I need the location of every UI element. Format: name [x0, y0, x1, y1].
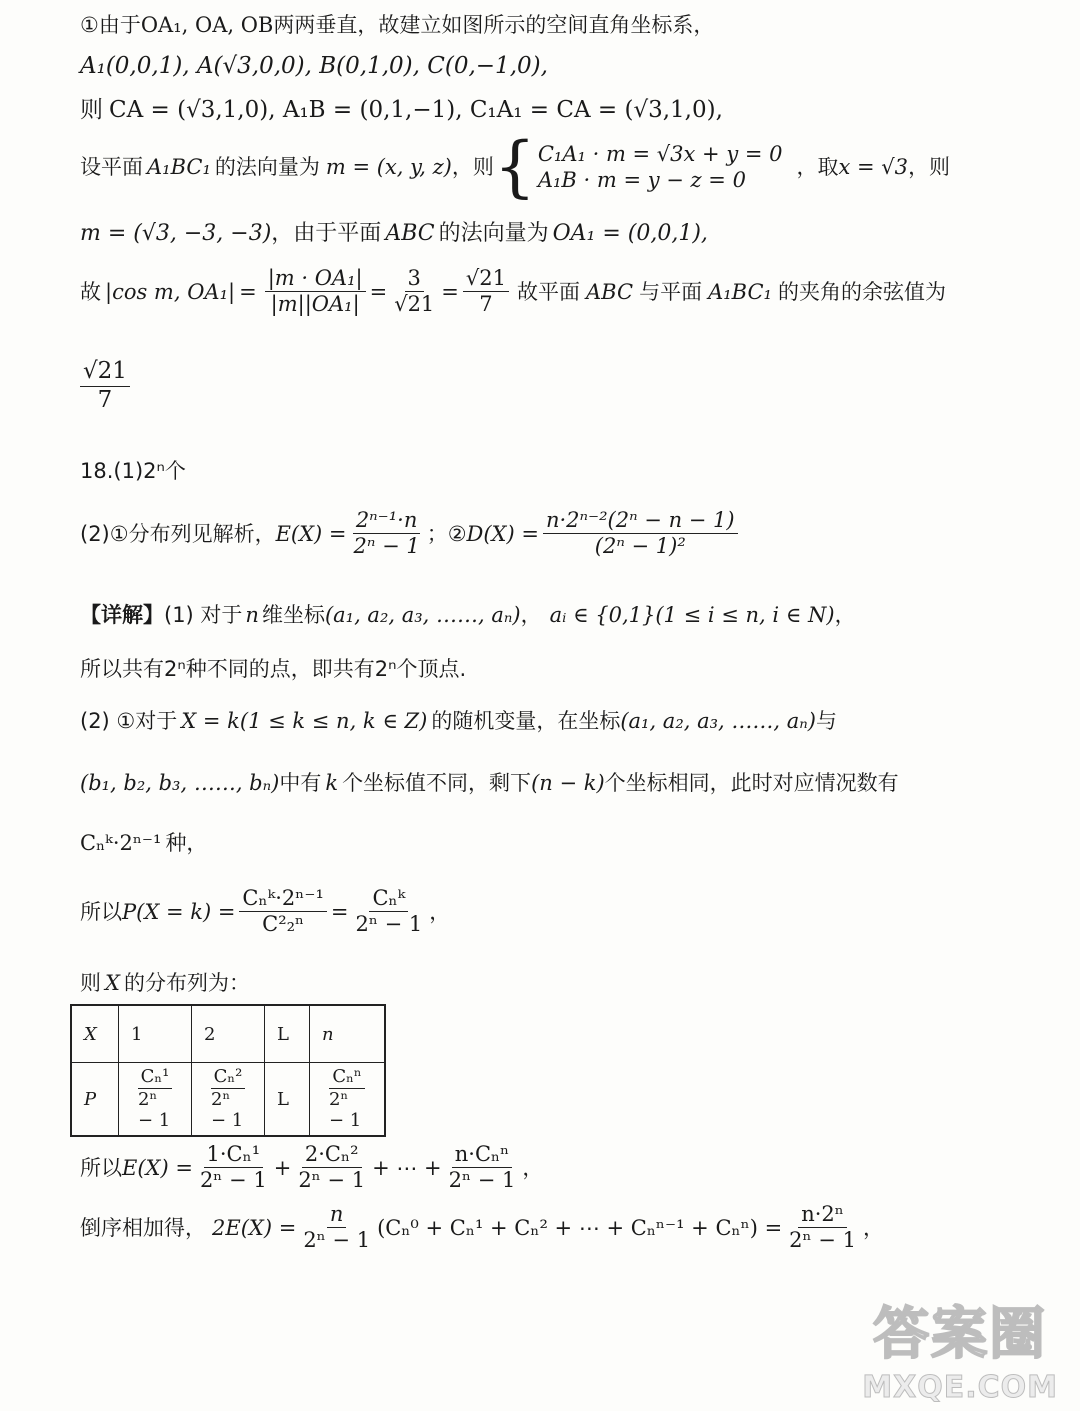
ex-sum-tail: ，: [522, 1155, 544, 1180]
detail-p3-c: 个坐标相同，此时对应情况数有: [604, 771, 899, 795]
table-cell: [310, 1005, 386, 1063]
normal-plane: A₁BC₁: [147, 154, 211, 179]
normal-take: ，取: [796, 154, 839, 179]
prob-f1-den: C²₂ⁿ: [262, 912, 305, 937]
detail-count: Cₙᵏ·2ⁿ⁻¹: [80, 831, 162, 855]
final-fraction-line: [80, 358, 130, 414]
q18-ex-fraction: [351, 508, 423, 559]
reverse-tail: ，: [862, 1215, 884, 1240]
m-result-plane: ABC: [385, 221, 435, 246]
dist-x: X: [105, 971, 120, 995]
ex-sum-t1-den: 2ⁿ − 1: [199, 1168, 267, 1193]
vectors-lead: 则: [80, 97, 103, 123]
prob-tail: ，: [429, 899, 451, 924]
detail-2-line: [80, 656, 466, 682]
equation-system: { C₁A₁ · m = √3x + y = 0 A₁B · m = y − z = 0: [493, 128, 783, 205]
q18-part1-line: [80, 458, 186, 484]
cell-x-label: X: [84, 1023, 97, 1045]
vectors-expr: CA = (√3,1,0), A₁B = (0,1,−1), C₁A₁ = CA = (√3,1,0),: [109, 97, 723, 123]
m-result-oa: OA₁ = (0,0,1),: [552, 221, 708, 246]
detail-3-line: [80, 708, 837, 734]
cell-p-2-den: 2ⁿ − 1: [211, 1088, 244, 1132]
prob-line: 所以 P(X = k) = $\frac{\text{Cₙᵏ·2ⁿ⁻¹}}{\text{C²₂ⁿ}}$ = $\frac{\text{Cₙᵏ}}{\text{2ⁿ − 1}}$ ，: [80, 886, 451, 937]
reverse-fraction-1: [300, 1202, 373, 1253]
cos-plane-1: ABC: [586, 279, 634, 304]
cos-fraction-1: [265, 266, 366, 317]
reverse-f-den: 2ⁿ − 1: [303, 1228, 371, 1253]
final-num: √21: [80, 358, 130, 387]
cell-p-1-num: Cₙ¹: [138, 1066, 173, 1089]
table-cell: [71, 1063, 119, 1137]
m-result-line: [80, 220, 708, 248]
detail-1-line: [80, 602, 856, 628]
m-result-expr: m = (√3, −3, −3): [80, 221, 272, 246]
intro-line: [80, 12, 714, 38]
m-result-text2: 的法向量为: [438, 221, 549, 246]
points-coordinates: A₁(0,0,1), A(√3,0,0), B(0,1,0), C(0,−1,0),: [80, 53, 548, 79]
prob-fraction-1: [239, 886, 326, 937]
detail-count-tail: 种，: [165, 831, 208, 855]
distribution-table: [70, 1004, 386, 1137]
cell-p-ellipsis: L: [277, 1088, 289, 1110]
q18-ex-lhs: E(X) =: [275, 521, 347, 546]
normal-lead: 设平面: [80, 154, 143, 179]
detail-tag: 【详解】: [80, 603, 164, 627]
equation-2: A₁B · m = y − z = 0: [537, 168, 746, 192]
normal-x-value: x = √3: [838, 154, 909, 179]
ex-sum-t1-num: 1·Cₙ¹: [204, 1142, 264, 1168]
ex-sum-term-1: [197, 1142, 270, 1193]
reverse-r-den: 2ⁿ − 1: [789, 1228, 856, 1253]
q18-dx-num: n·2ⁿ⁻²(2ⁿ − n − 1): [545, 508, 735, 532]
final-fraction: [80, 358, 130, 414]
reverse-r-num: n·2ⁿ: [798, 1202, 847, 1228]
dist-lead: 则: [80, 971, 101, 995]
cos-tail-c: 的夹角的余弦值为: [777, 279, 946, 304]
prob-f2-num: Cₙᵏ: [369, 886, 408, 912]
detail-5-line: [80, 830, 207, 856]
cell-x-ellipsis: L: [277, 1023, 289, 1045]
detail-4-line: [80, 770, 899, 796]
final-den: 7: [97, 386, 113, 413]
intro-axes: OA₁, OA, OB: [140, 13, 274, 37]
detail-x-def: X = k(1 ≤ k ≤ n, k ∈ Z): [181, 709, 428, 733]
detail-p1-c: ，: [520, 603, 542, 627]
prob-lhs: P(X = k) =: [122, 899, 236, 924]
cos-tail-b: 与平面: [639, 279, 703, 304]
cos-f1-num: |m · OA₁|: [267, 266, 363, 290]
q18-part2-line: [80, 508, 742, 559]
prob-lead: 所以: [80, 899, 122, 924]
reverse-lead: 倒序相加得，: [80, 1215, 206, 1240]
cos-f2-num: 3: [405, 266, 424, 292]
detail-p1-d: ，: [834, 603, 856, 627]
detail-p3-nk: (n − k): [531, 771, 605, 795]
dist-heading-line: [80, 970, 250, 996]
q18-ex-den: 2ⁿ − 1: [353, 534, 420, 559]
cell-x-2: 2: [204, 1023, 216, 1045]
detail-p3-k: k: [325, 771, 339, 795]
ex-sum-term-2: [295, 1142, 368, 1193]
ex-sum-t2-den: 2ⁿ − 1: [298, 1168, 366, 1193]
reverse-f-num: n: [329, 1202, 344, 1226]
cell-p-n: [326, 1066, 368, 1132]
cell-p-n-num: Cₙⁿ: [329, 1066, 364, 1089]
table-cell: [265, 1063, 310, 1137]
ex-sum-term-n: [446, 1142, 519, 1193]
ex-sum-t3-num: n·Cₙⁿ: [452, 1142, 512, 1168]
detail-line2: 所以共有2ⁿ种不同的点，即共有2ⁿ个顶点.: [80, 657, 467, 681]
prob-f1-num: Cₙᵏ·2ⁿ⁻¹: [239, 886, 326, 912]
reverse-paren: (Cₙ⁰ + Cₙ¹ + Cₙ² + ⋯ + Cₙⁿ⁻¹ + Cₙⁿ) =: [377, 1215, 783, 1240]
detail-p2-c: 与: [815, 709, 837, 733]
ex-sum-t3-den: 2ⁿ − 1: [448, 1168, 516, 1193]
cell-x-n: n: [322, 1023, 334, 1045]
cell-p-2-num: Cₙ²: [211, 1066, 246, 1089]
detail-p2-a: (2) ①对于: [80, 709, 178, 733]
cos-fraction-2: [391, 266, 437, 317]
normal-m-def: m = (x, y, z): [325, 154, 452, 179]
detail-coord-a-repeat: (a₁, a₂, a₃, ……, aₙ): [620, 709, 816, 733]
cos-fraction-3: [463, 266, 509, 317]
cell-p-label: P: [84, 1088, 97, 1110]
q18-dx-fraction: [543, 508, 738, 559]
q18-dx-lhs: D(X) =: [466, 521, 539, 546]
watermark-logo: 答案圈: [873, 1302, 1048, 1367]
detail-coord-a: (a₁, a₂, a₃, ……, aₙ): [324, 603, 521, 627]
detail-cond: aᵢ ∈ {0,1}(1 ≤ i ≤ n, i ∈ N): [549, 603, 835, 627]
m-result-text: ，由于平面: [271, 221, 382, 246]
prob-fraction-2: [352, 886, 425, 937]
intro-text-b: 两两垂直，故建立如图所示的空间直角坐标系，: [273, 13, 715, 37]
ex-sum-dots: + ⋯ +: [372, 1155, 442, 1180]
table-cell: [119, 1005, 192, 1063]
detail-p3-b: 个坐标值不同，剩下: [342, 771, 532, 795]
cell-p-2: [208, 1066, 248, 1132]
ex-sum-lhs: E(X) =: [122, 1155, 193, 1180]
watermark: [862, 1290, 1058, 1405]
prob-f2-den: 2ⁿ − 1: [355, 912, 423, 937]
detail-p1: (1) 对于: [164, 603, 243, 627]
cos-tail-a: 故平面: [517, 279, 581, 304]
q18-dx-den: (2ⁿ − 1)²: [594, 534, 686, 559]
normal-then2: ，则: [908, 154, 951, 179]
reverse-line: [80, 1202, 884, 1253]
dist-tail: 的分布列为：: [123, 971, 250, 995]
cell-p-n-den: 2ⁿ − 1: [329, 1088, 362, 1132]
table-cell: [310, 1063, 386, 1137]
ex-sum-plus: +: [273, 1155, 292, 1180]
reverse-fraction-2: [786, 1202, 859, 1253]
detail-p1-b: 维坐标: [261, 603, 325, 627]
normal-line: [80, 128, 951, 205]
q18-part1: 18.(1)2ⁿ个: [80, 459, 186, 483]
ex-sum-t2-num: 2·Cₙ²: [302, 1142, 362, 1168]
normal-mid: 的法向量为: [214, 154, 320, 179]
q18-part2-lead: (2)①分布列见解析，: [80, 521, 276, 546]
equation-1: C₁A₁ · m = √3x + y = 0: [537, 141, 783, 166]
watermark-url: MXQE.COM: [862, 1370, 1058, 1405]
cos-line: 故 |cos m, OA₁| = $\frac{\text{|m · OA₁|}}{\text{|m||OA₁|}}$ = $\frac{3}{√21}$ = $\frac{√21}{7}$ 故平面 ABC 与平面 A₁BC₁ 的夹角的余弦值为: [80, 266, 946, 317]
ex-sum-lead: 所以: [80, 1155, 122, 1180]
item-marker: ①: [80, 13, 99, 37]
table-cell: [71, 1005, 119, 1063]
table-cell: [192, 1063, 265, 1137]
detail-coord-b: (b₁, b₂, b₃, ……, bₙ): [80, 771, 280, 795]
table-row-x: [71, 1005, 385, 1063]
vectors-line: [80, 96, 723, 125]
ex-sum-line: [80, 1142, 543, 1193]
cell-x-1: 1: [131, 1023, 143, 1045]
cell-p-1-den: 2ⁿ − 1: [138, 1088, 171, 1132]
table-cell: [119, 1063, 192, 1137]
cos-f3-den: 7: [479, 292, 493, 317]
cell-p-1: [135, 1066, 175, 1132]
cos-f3-num: √21: [463, 266, 509, 292]
cos-plane-2: A₁BC₁: [708, 279, 772, 304]
detail-p1-n: n: [245, 603, 259, 627]
points-line: [80, 52, 548, 81]
detail-p2-b: 的随机变量，在坐标: [431, 709, 621, 733]
cos-lead: 故: [80, 279, 101, 304]
cos-f1-den: |m||OA₁|: [270, 292, 360, 317]
q18-ex-num: 2ⁿ⁻¹·n: [355, 508, 418, 532]
normal-then: ，则: [451, 154, 494, 179]
cos-lhs: |cos m, OA₁|: [105, 279, 236, 304]
table-row-p: [71, 1063, 385, 1137]
detail-p3-a: 中有: [279, 771, 322, 795]
reverse-lhs: 2E(X) =: [212, 1215, 297, 1240]
q18-sep: ；②: [426, 521, 467, 546]
table-cell: [192, 1005, 265, 1063]
table-cell: [265, 1005, 310, 1063]
intro-text-a: 由于: [98, 13, 141, 37]
cos-f2-den: √21: [394, 292, 435, 317]
